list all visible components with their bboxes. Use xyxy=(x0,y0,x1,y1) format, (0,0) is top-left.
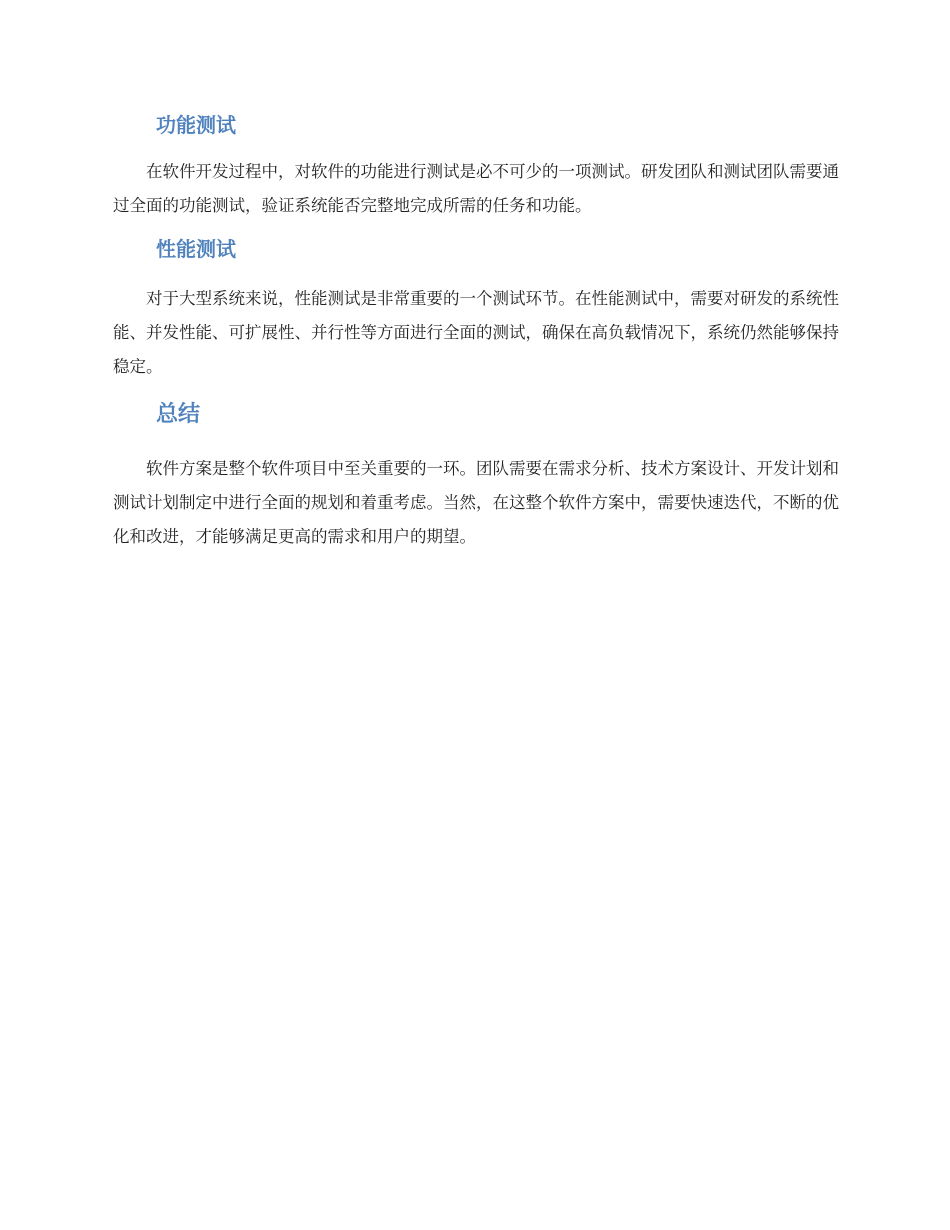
section-paragraph-functional-testing: 在软件开发过程中，对软件的功能进行测试是必不可少的一项测试。研发团队和测试团队需要通过全面的功能测试，验证系统能否完整地完成所需的任务和功能。 xyxy=(113,162,839,215)
section-heading-functional-testing: 功能测试 xyxy=(156,113,236,137)
document-page xyxy=(113,108,839,554)
section-heading-summary: 总结 xyxy=(156,402,201,427)
section-paragraph-performance-testing: 对于大型系统来说，性能测试是非常重要的一个测试环节。在性能测试中，需要对研发的系统性能、并发性能、可扩展性、并行性等方面进行全面的测试，确保在高负载情况下，系统仍然能够保持稳定。 xyxy=(113,289,839,376)
section-paragraph-summary: 软件方案是整个软件项目中至关重要的一环。团队需要在需求分析、技术方案设计、开发计划和测试计划制定中进行全面的规划和着重考虑。当然，在这整个软件方案中，需要快速迭代，不断的优化和改进，才能够满足更高的需求和用户的期望。 xyxy=(113,459,839,546)
section-heading-performance-testing: 性能测试 xyxy=(156,237,236,261)
